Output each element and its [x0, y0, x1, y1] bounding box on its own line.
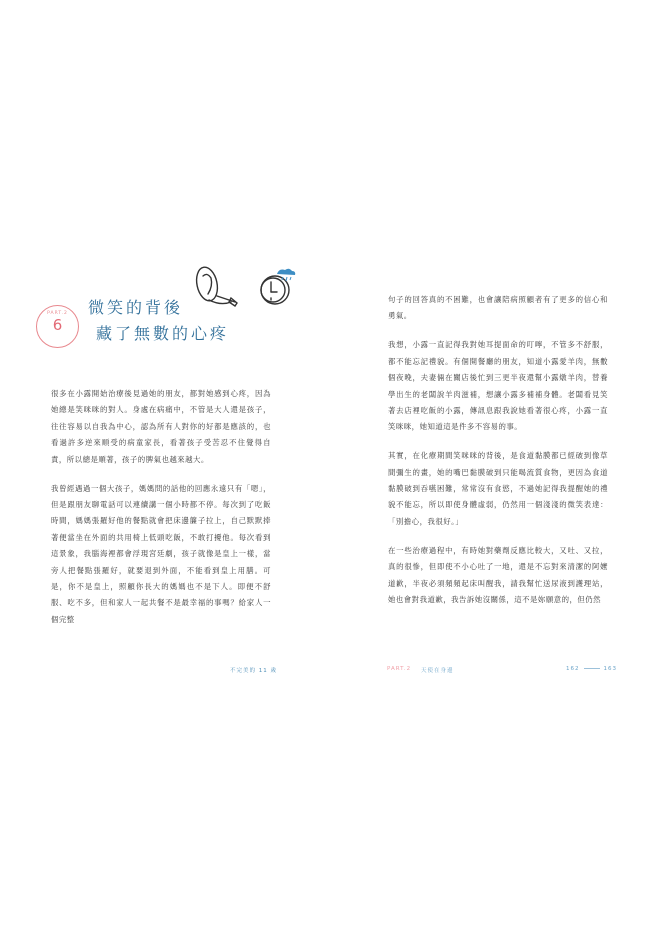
headphones-clock-illustration — [187, 262, 297, 322]
part-label: PART.2 — [47, 311, 68, 316]
paragraph: 其實，在化療期間笑咪咪的背後，是食道黏膜都已經破到像草間彌生的畫，她的嘴巴黏膜破到只能喝流質食物，更因為食道黏膜破到吞嚥困難，常常沒有食慾，不過她記得我提醒她的禮貌不能忘，所以即使身體虛弱，仍然用一個淺淺的微笑表達：「別擔心，我很好。」 — [388, 451, 608, 526]
page-number-divider — [584, 668, 600, 669]
right-page-text — [388, 292, 608, 621]
chapter-number: 6 — [52, 316, 63, 334]
paragraph: 我想，小露一直記得我對她耳提面命的叮嚀，不管多不舒服，都不能忘記禮貌。有個開餐廳的朋友，知道小露愛羊肉，無數個夜晚，夫妻倆在關店後忙到三更半夜還幫小露燉羊肉，替養學出生的老闆說羊肉滋補，想讓小露多補補身體。老闆看見笑著去店裡吃飯的小露，傳訊息跟我說她看著很心疼，小露一直笑咪咪，她知道這是件多不容易的事。 — [388, 340, 608, 432]
paragraph: 很多在小露開始治療後見過她的朋友，都對她感到心疼，因為她總是笑咪咪的對人。身處在病痛中，不管是大人還是孩子，往往容易以自我為中心，認為所有人對你的好都是應該的，也看過許多逆來順受的病童家長，看著孩子受苦忍不住覺得自責，所以總是順著，孩子的脾氣也越來越大。 — [51, 389, 271, 464]
paragraph: 句子的回答真的不困難，也會讓陪病照顧者有了更多的信心和勇氣。 — [388, 295, 608, 321]
left-page-text — [51, 386, 271, 641]
page-number-right: 163 — [603, 666, 617, 672]
chapter-title-line2: 藏了無數的心疼 — [96, 324, 230, 343]
chapter-title-line1: 微笑的背後 — [88, 298, 184, 317]
paragraph: 我曾經遇過一個大孩子，媽媽問的話他的回應永遠只有「嗯」，但是跟朋友聊電話可以連續講一個小時都不停。每次到了吃飯時間，媽媽張羅好他的餐點就會把床邊簾子拉上，自己默默捧著便當坐在外面的共用椅上低頭吃飯，不敢打擾他。每次看到這景象，我腦海裡都會浮現宮廷劇，孩子就像是皇上一樣，當旁人把餐點張羅好，就要退到外面，不能看到皇上用膳。可是，你不是皇上，照顧你長大的媽媽也不是下人。即便不舒服、吃不多，但和家人一起共餐不是最幸福的事嗎？給家人一個完整 — [51, 483, 271, 624]
page-number-left: 162 — [566, 666, 580, 672]
right-footer-section-title: 天使在身邊 — [421, 668, 454, 674]
right-footer-part: PART.2 — [387, 666, 412, 672]
left-footer-book-title: 不完美的 11 歲 — [230, 668, 277, 674]
part-badge — [36, 305, 79, 348]
paragraph: 在一些治療過程中，有時她對藥劑反應比較大，又吐、又拉，真的很慘，但即使不小心吐了一地，還是不忘對來清潔的阿嬤道歉，半夜必須頻頻起床叫醒我，請我幫忙送尿液到護理站，她也會對我道歉，我告訴她沒關係，這不是妳願意的，但仍然 — [388, 545, 608, 604]
page-numbers — [566, 666, 617, 672]
